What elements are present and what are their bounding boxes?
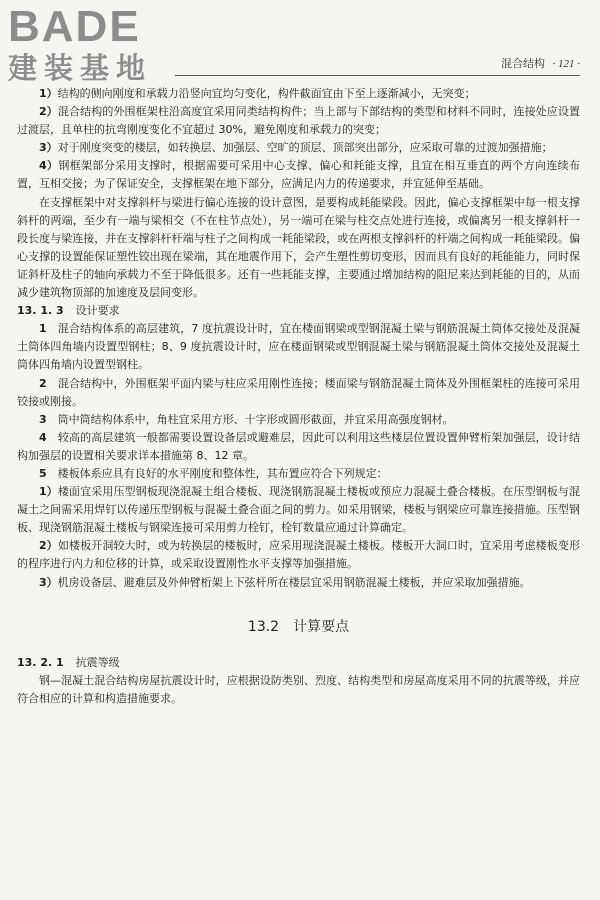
item-number: 4: [39, 430, 47, 444]
section-heading-13-1-3: [17, 302, 580, 320]
list-item: [17, 465, 580, 483]
list-item: [17, 537, 580, 573]
running-header-title: 混合结构: [501, 57, 545, 70]
bade-logo: [8, 4, 152, 84]
list-item: [17, 85, 580, 103]
item-text: 楼面宜采用压型钢板现浇混凝土组合楼板、现浇钢筋混凝土楼板或预应力混凝土叠合楼板。在压型钢板与混凝土之间需采用焊钉以传递压型钢板与混凝土叠合面之间的剪力。如采用钢梁，楼板与钢梁应可靠连接措施。压型钢板、现浇钢筋混凝土楼板与钢梁连接可采用剪力栓钉，栓钉数量应通过计算确定。: [17, 485, 581, 535]
item-text: 混合结构的外围框架柱沿高度宜采用同类结构构件；当上部与下部结构的类型和材料不同时，连接处应设置过渡层，且单柱的抗弯刚度变化不宜超过 30%，避免刚度和承载力的突变；: [17, 105, 581, 137]
item-number: 2: [39, 376, 47, 390]
list-item: [17, 103, 580, 139]
chapter-number: 13.2: [247, 618, 280, 635]
list-item: [17, 157, 580, 193]
list-item: [17, 483, 580, 537]
chapter-title: 计算要点: [293, 618, 350, 635]
chapter-heading-13-2: [17, 618, 580, 636]
item-number: 2）: [39, 539, 58, 553]
logo-latin-text: BADE: [8, 2, 141, 51]
page-number: · 121 ·: [552, 58, 580, 70]
section-heading-13-2-1: [17, 654, 580, 672]
item-text: 如楼板开洞较大时，或为转换层的楼板时，应采用现浇混凝土楼板。楼板开大洞口时，宜采用考虑楼板变形的程序进行内力和位移的计算，或采取设置刚性水平支撑等加强措施。: [17, 539, 581, 571]
logo-chinese-text: 建装基地: [8, 51, 153, 85]
running-header: [501, 55, 580, 71]
item-number: 3: [39, 412, 47, 426]
item-text: 较高的高层建筑一般都需要设置设备层或避难层，因此可以利用这些楼层位置设置伸臂桁架加强层，设计结构加强层的设置相关要求详本措施第 8、12 章。: [17, 430, 581, 462]
header-rule: [175, 75, 580, 76]
section-number: 13. 2. 1: [17, 655, 64, 669]
list-item: [17, 320, 580, 374]
section-number: 13. 1. 3: [17, 304, 64, 318]
item-text: 混合结构中，外围框架平面内梁与柱应采用刚性连接；楼面梁与钢筋混凝土筒体及外围框架柱的连接可采用铰接或刚接。: [17, 376, 581, 408]
section-title: 抗震等级: [75, 655, 120, 669]
item-number: 5: [39, 466, 47, 480]
paragraph-eccentric-bracing: 在支撑框架中对支撑斜杆与梁进行偏心连接的设计意图，是要构成耗能梁段。因此，偏心支撑框架中每一根支撑斜杆的两端，至少有一端与梁相交（不在柱节点处），另一端可在梁与柱交点处进行连接，或偏离另一根支撑斜杆一段长度与梁连接，并在支撑斜杆杆端与柱子之间构成一耗能梁段，或在两根支撑斜杆的杆端之间构成一耗能梁段。偏心支撑的设置能保证塑性铰出现在梁端，其在地震作用下，会产生塑性剪切变形，因而具有良好的耗能能力，同时保证斜杆及柱子的轴向承载力不至于降低很多。还有一些耗能支撑，主要通过增加结构的阻尼来达到耗能的目的，从而减少建筑物顶部的加速度及层间变形。: [17, 195, 580, 300]
list-item: [17, 139, 580, 157]
list-item: [17, 429, 580, 465]
item-text: 机房设备层、避难层及外伸臂桁架上下弦杆所在楼层宜采用钢筋混凝土楼板，并应采取加强措施。: [57, 575, 531, 589]
item-number: 1）: [39, 87, 58, 100]
section-title: 设计要求: [75, 304, 120, 318]
list-item: [17, 375, 580, 411]
page-body: [17, 85, 580, 708]
item-number: 1）: [39, 485, 58, 499]
item-text: 筒中筒结构体系中，角柱宜采用方形、十字形或圆形截面，并宜采用高强度钢材。: [57, 412, 454, 426]
item-text: 结构的侧向刚度和承载力沿竖向宜均匀变化，构件截面宜由下至上逐渐减小，无突变；: [57, 87, 476, 100]
item-text: 楼板体系应具有良好的水平刚度和整体性，其布置应符合下列规定：: [57, 466, 388, 480]
item-number: 3）: [39, 575, 58, 589]
item-text: 对于刚度突变的楼层，如转换层、加强层、空旷的顶层、顶部突出部分，应采取可靠的过渡加强措施；: [57, 141, 553, 155]
item-text: 混合结构体系的高层建筑，7 度抗震设计时，宜在楼面钢梁或型钢混凝土梁与钢筋混凝土筒体交接处及混凝土筒体四角墙内设置型钢柱；8、9 度抗震设计时，应在楼面钢梁或型钢混凝土梁与钢筋混凝土筒体交接处及混凝土筒体四角墙内设置型钢柱。: [17, 322, 580, 372]
item-number: 4）: [39, 159, 59, 173]
item-text: 钢框架部分采用支撑时，根据需要可采用中心支撑、偏心和耗能支撑，且宜在相互垂直的两个方向连续布置，互相交接；为了保证安全，支撑框架在地下部分，应满足内力的传递要求，并宜延伸至基础。: [17, 159, 581, 191]
paragraph-seismic-grade: 钢—混凝土混合结构房屋抗震设计时，应根据设防类别、烈度、结构类型和房屋高度采用不同的抗震等级，并应符合相应的计算和构造措施要求。: [17, 673, 580, 705]
list-item: [17, 574, 580, 592]
item-number: 1: [39, 322, 47, 336]
item-number: 2）: [39, 105, 58, 119]
item-number: 3）: [39, 141, 58, 155]
list-item: [17, 411, 580, 429]
